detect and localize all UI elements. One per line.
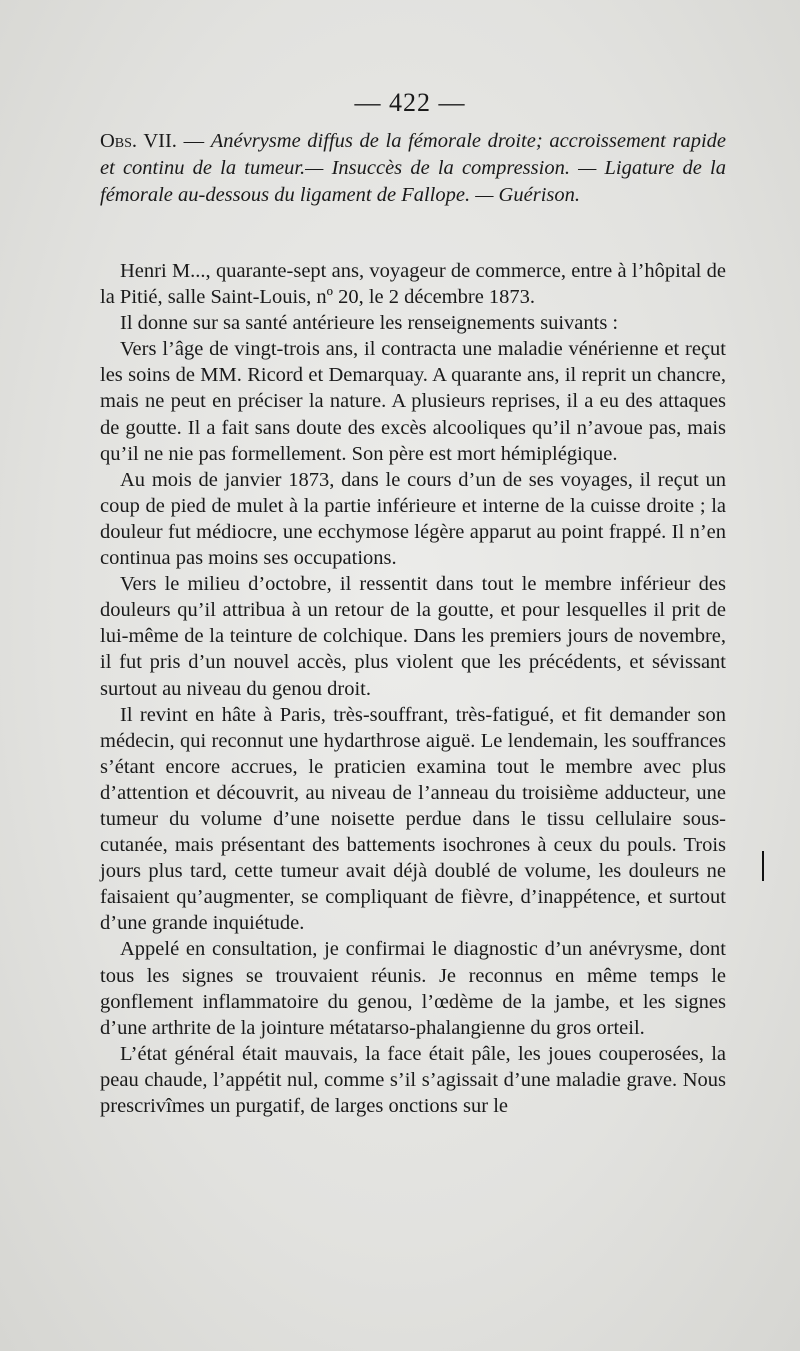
paragraph: L’état général était mauvais, la face était pâle, les joues couperosées, la peau chaude, l’appétit nul, comme s’il s’agissait d’une maladie grave. Nous prescrivîmes un purgatif, de larges onctions sur le <box>100 1042 726 1117</box>
body-text <box>100 258 726 1119</box>
margin-mark <box>762 851 764 881</box>
observation-label: Obs. VII. — <box>100 130 205 152</box>
paragraph: Henri M..., quarante-sept ans, voyageur de commerce, entre à l’hôpital de la Pitié, salle Saint-Louis, nº 20, le 2 décembre 1873. <box>100 260 726 309</box>
paragraph: Au mois de janvier 1873, dans le cours d’un de ses voyages, il reçut un coup de pied de mulet à la partie inférieure et interne de la cuisse droite ; la douleur fut médiocre, une ecchymose légère apparut au point frappé. Il n’en continua pas moins ses occupations. <box>100 468 726 570</box>
paragraph: Il revint en hâte à Paris, très-souffrant, très-fatigué, et fit demander son médecin, qui reconnut une hydarthrose aiguë. Le lendemain, les souffrances s’étant encore accrues, le praticien examina tout le membre avec plus d’attention et découvrit, au niveau de l’anneau du troisième adducteur, une tumeur du volume d’une noisette perdue dans le tissu cellulaire sous-cutanée, mais présentant des battements isochrones à ceux du pouls. Trois jours plus tard, cette tumeur avait déjà doublé de volume, les douleurs ne faisaient qu’augmenter, se compliquant de fièvre, d’inappétence, et surtout d’une grande inquiétude. <box>100 703 726 935</box>
paragraph: Vers l’âge de vingt-trois ans, il contracta une maladie vénérienne et reçut les soins de MM. Ricord et Demarquay. A quarante ans, il reprit un chancre, mais ne peut en préciser la nature. A plusieurs reprises, il a eu des attaques de goutte. Il a fait sans doute des excès alcooliques qu’il n’avoue pas, mais qu’il ne nie pas formellement. Son père est mort hémiplégique. <box>100 338 726 465</box>
paragraph: Vers le milieu d’octobre, il ressentit dans tout le membre inférieur des douleurs qu’il attribua à un retour de la goutte, et pour lesquelles il prit de lui-même de la teinture de colchique. Dans les premiers jours de novembre, il fut pris d’un nouvel accès, plus violent que les précédents, et sévissant surtout au niveau du genou droit. <box>100 573 726 700</box>
observation-heading <box>100 128 726 209</box>
observation-title: Anévrysme diffus de la fémorale droite; accroissement rapide et continu de la tumeur.— Insuccès de la compression. — Ligature de la fémorale au-dessous du ligament de Fallope. — Guérison. <box>100 130 727 206</box>
paragraph: Appelé en consultation, je confirmai le diagnostic d’un anévrysme, dont tous les signes se trouvaient réunis. Je reconnus en même temps le gonflement inflammatoire du genou, l’œdème de la jambe, et les signes d’une arthrite de la jointure métatarso-phalangienne du gros orteil. <box>100 938 726 1039</box>
page-number: — 422 — <box>354 88 466 117</box>
paragraph: Il donne sur sa santé antérieure les renseignements suivants : <box>120 312 619 335</box>
